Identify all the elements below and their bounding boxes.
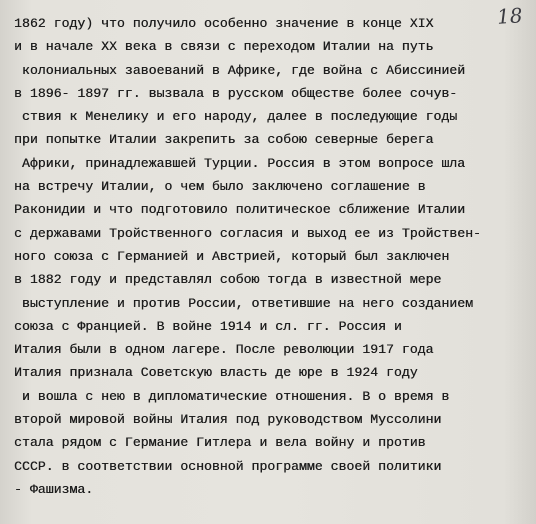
text-line: Африки, принадлежавшей Турции. Россия в этом вопросе шла <box>14 155 466 171</box>
text-line: в 1882 году и представлял собою тогда в известной мере <box>14 272 442 288</box>
text-line: ного союза с Германией и Австрией, который был заключен <box>14 248 450 264</box>
text-line: стала рядом с Германие Гитлера и вела войну и против <box>14 435 426 451</box>
text-line: Италия были в одном лагере. После революции 1917 года <box>14 342 434 358</box>
text-line: союза с Францией. В войне 1914 и сл. гг. Россия и <box>14 318 402 334</box>
text-line: Раконидии и что подготовило политическое сближение Италии <box>14 202 466 218</box>
text-line: - Фашизма. <box>14 481 94 497</box>
text-body <box>14 12 526 501</box>
text-line: выступление и против России, ответившие на него созданием <box>14 295 473 311</box>
text-line: второй мировой войны Италия под руководством Муссолини <box>14 412 442 428</box>
text-line: Италия признала Советскую власть де юре в 1924 году <box>14 365 418 381</box>
text-line: колониальных завоеваний в Африке, где война с Абиссинией <box>14 62 466 78</box>
text-line: СССР. в соответствии основной программе своей политики <box>14 458 442 474</box>
text-line: 1862 году) что получило особенно значение в конце XIX <box>14 16 434 31</box>
text-line: при попытке Италии закрепить за собою северные берега <box>14 132 434 148</box>
text-line: ствия к Менелику и его народу, далее в последующие годы <box>14 109 458 125</box>
page-number: 18 <box>495 3 523 29</box>
text-line: и вошла с нею в дипломатические отношения. В о время в <box>14 388 450 404</box>
text-line: с державами Тройственного согласия и выход ее из Тройствен- <box>14 225 481 241</box>
text-line: и в начале XX века в связи с переходом Италии на путь <box>14 39 434 55</box>
text-line: на встречу Италии, о чем было заключено соглашение в <box>14 179 426 195</box>
text-line: в 1896- 1897 гг. вызвала в русском обществе более сочув- <box>14 85 458 101</box>
